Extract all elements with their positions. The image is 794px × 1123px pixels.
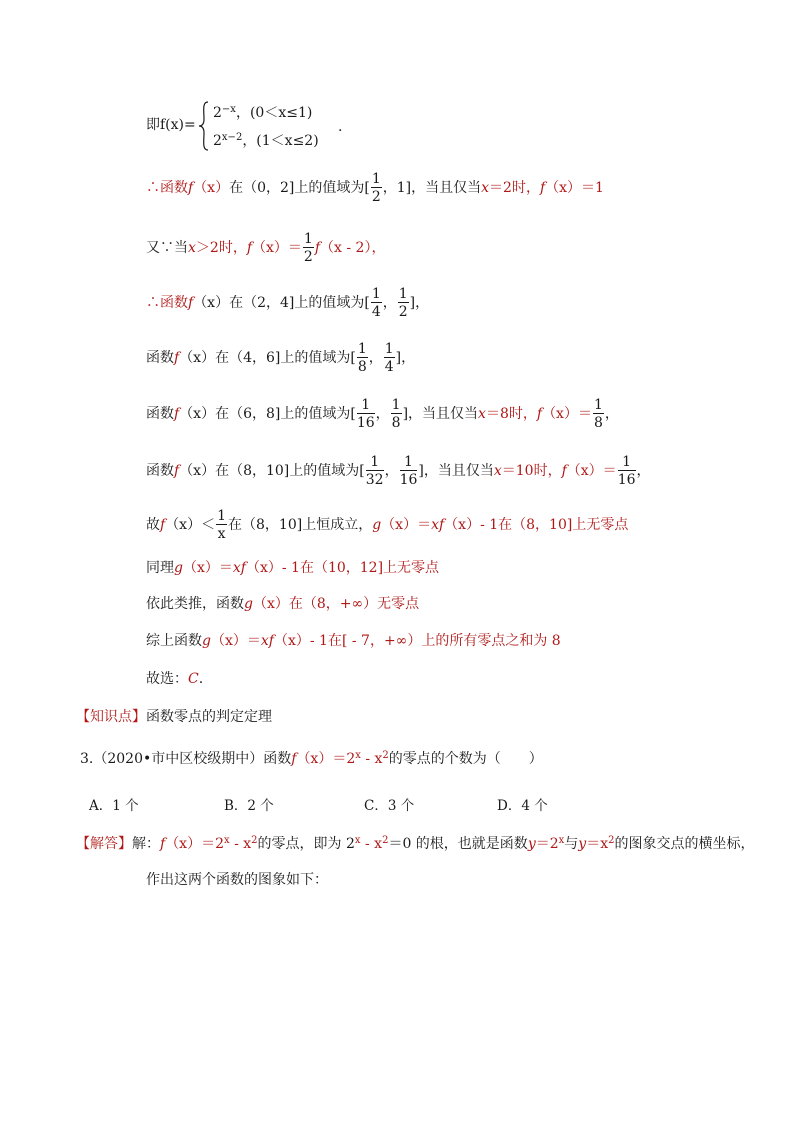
solution-line-2: 又∵当x＞2时，f（x）＝ $\frac{1}{2}$ f（x - 2）， [146, 231, 386, 265]
solution-line-7: 故f（x）＜ $\frac{1}{x}$ 在（8，10]上恒成立，g（x）＝xf（x）- 1在（8，10]上无零点 [146, 508, 629, 542]
fraction: $\frac{1}{16}$ [399, 454, 418, 488]
fraction: $\frac{1}{8}$ [593, 397, 603, 431]
fraction: $\frac{1}{16}$ [356, 397, 375, 431]
piecewise-case-1: $2^{-x}$，(0＜x≤1) [213, 104, 313, 121]
fraction: $\frac{1}{16}$ [617, 454, 636, 488]
piecewise-dot: . [338, 119, 343, 135]
solution-line-3: ∴函数f（x）在（2，4]上的值域为[ $\frac{1}{4}$ ， $\frac{1}{2}$ ]， [146, 286, 430, 320]
solution-intro: 【解答】解：$f(x)=2^x - x^2$的零点，即为 $2^x - x^2=0$ 的根，也就是函数$y=2^x$与$y=x^2$的图象交点的横坐标， [76, 835, 755, 852]
knowledge-point: 【知识点】函数零点的判定定理 [76, 709, 272, 725]
question-3: 3.（2020•市中区校级期中）函数$f(x)=2^x - x^2$的零点的个数为（ ） [80, 750, 543, 767]
fraction: $\frac{1}{2}$ [398, 286, 408, 320]
piecewise-case-2: $2^{x-2}$，(1＜x≤2) [213, 132, 319, 149]
fraction: $\frac{1}{4}$ [384, 341, 394, 375]
fraction: $\frac{1}{8}$ [357, 341, 367, 375]
solution-line-5: 函数f（x）在（6，8]上的值域为[ $\frac{1}{16}$ ， $\frac{1}{8}$ ]，当且仅当x＝8时，f（x）＝ $\frac{1}{8}$ ， [146, 397, 619, 431]
solution-line-9: 依此类推，函数g（x）在（8，+∞）无零点 [146, 596, 420, 612]
solution-line-4: 函数f（x）在（4，6]上的值域为[ $\frac{1}{8}$ ， $\frac{1}{4}$ ]， [146, 341, 416, 375]
option-d: D．4 个 [497, 798, 548, 814]
fraction: $\frac{1}{2}$ [371, 171, 381, 205]
option-c: C．3 个 [364, 798, 415, 814]
left-brace-icon [198, 101, 210, 151]
solution-line-1: ∴函数f（x）在（0，2]上的值域为[ $\frac{1}{2}$ ，1]，当且仅当x＝2时，f（x）＝1 [146, 171, 604, 205]
solution-line-6: 函数f（x）在（8，10]上的值域为[ $\frac{1}{32}$ ， $\frac{1}{16}$ ]，当且仅当x＝10时，f（x）＝ $\frac{1}{16}$ ， [146, 454, 651, 488]
solution-line-graph: 作出这两个函数的图象如下： [146, 872, 328, 888]
solution-line-8: 同理g（x）＝xf（x）- 1在（10，12]上无零点 [146, 560, 440, 576]
fraction: $\frac{1}{32}$ [365, 454, 384, 488]
fraction: $\frac{1}{4}$ [371, 286, 381, 320]
fraction: $\frac{1}{2}$ [303, 231, 313, 265]
fraction: $\frac{1}{x}$ [217, 508, 227, 542]
answer-line: 故选：C. [146, 671, 204, 687]
piecewise-prefix: 即f(x)= [146, 117, 196, 133]
option-b: B．2 个 [224, 798, 274, 814]
solution-line-10: 综上函数g（x）＝xf（x）- 1在[ - 7，+∞）上的所有零点之和为 8 [146, 633, 561, 649]
option-a: A．1 个 [89, 798, 139, 814]
fraction: $\frac{1}{8}$ [391, 397, 401, 431]
